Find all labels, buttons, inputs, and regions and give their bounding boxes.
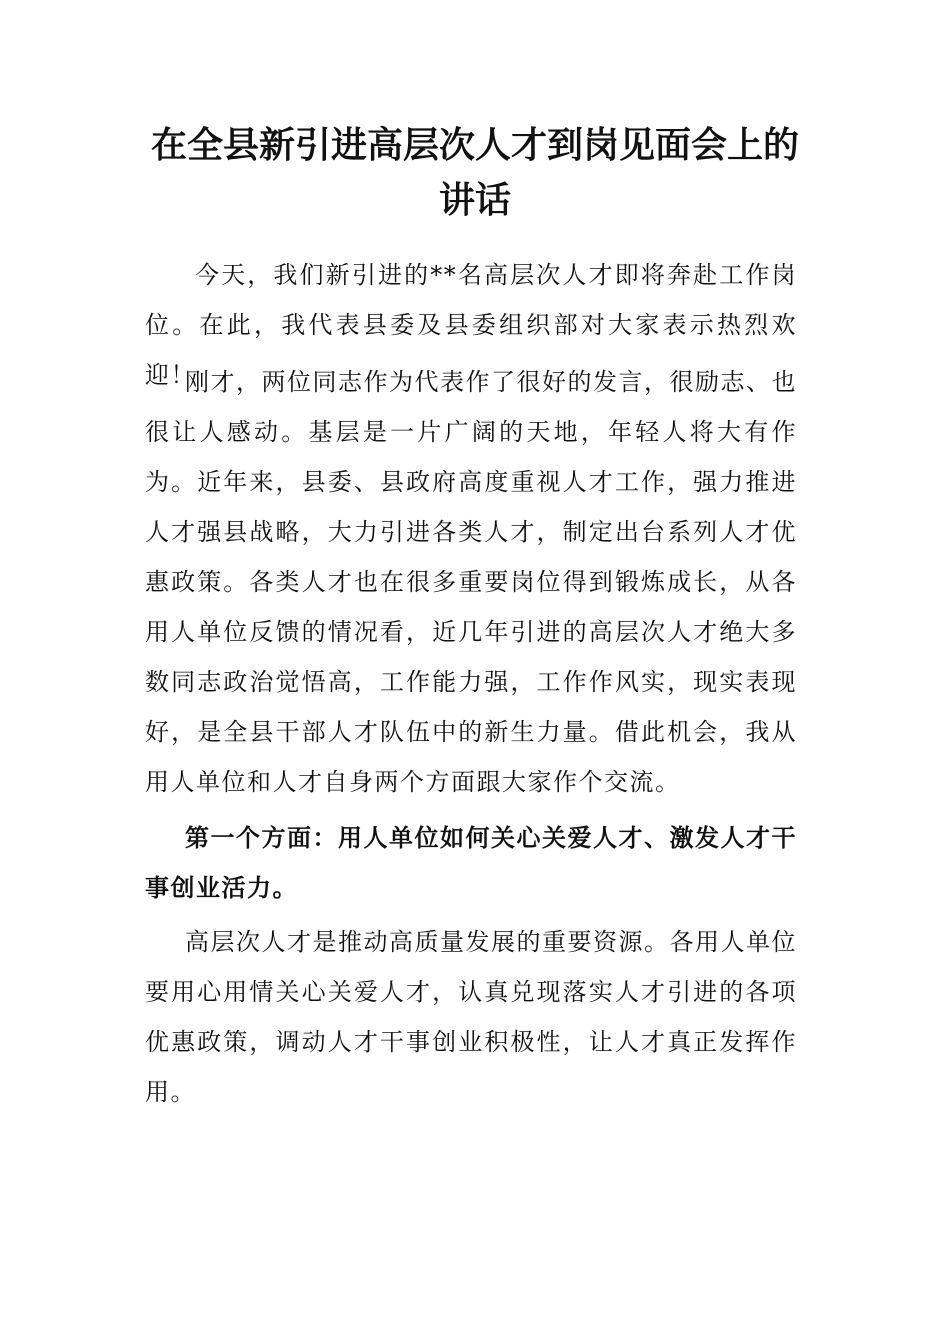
document-title: 在全县新引进高层次人才到岗见面会上的讲话 <box>150 124 799 221</box>
section-paragraph: 高层次人才是推动高质量发展的重要资源。各用人单位要用心用情关心关爱人才，认真兑现落实人才引进的各项优惠政策，调动人才干事创业积极性，让人才真正发挥作用。 <box>145 928 797 1106</box>
intro-paragraph: 今天，我们新引进的**名高层次人才即将奔赴工作岗位。在此，我代表县委及县委组织部对大家表示热烈欢迎！ <box>145 261 797 389</box>
body-paragraph: 刚才，两位同志作为代表作了很好的发言，很励志、也很让人感动。基层是一片广阔的天地，年轻人将大有作为。近年来，县委、县政府高度重视人才工作，强力推进人才强县战略，大力引进各类人才，制定出台系列人才优惠政策。各类人才也在很多重要岗位得到锻炼成长，从各用人单位反馈的情况看，近几年引进的高层次人才绝大多数同志政治觉悟高，工作能力强，工作作风实，现实表现好，是全县干部人才队伍中的新生力量。借此机会，我从用人单位和人才自身两个方面跟大家作个交流。 <box>145 368 797 796</box>
section-heading: 第一个方面：用人单位如何关心关爱人才、激发人才干事创业活力。 <box>145 823 797 902</box>
